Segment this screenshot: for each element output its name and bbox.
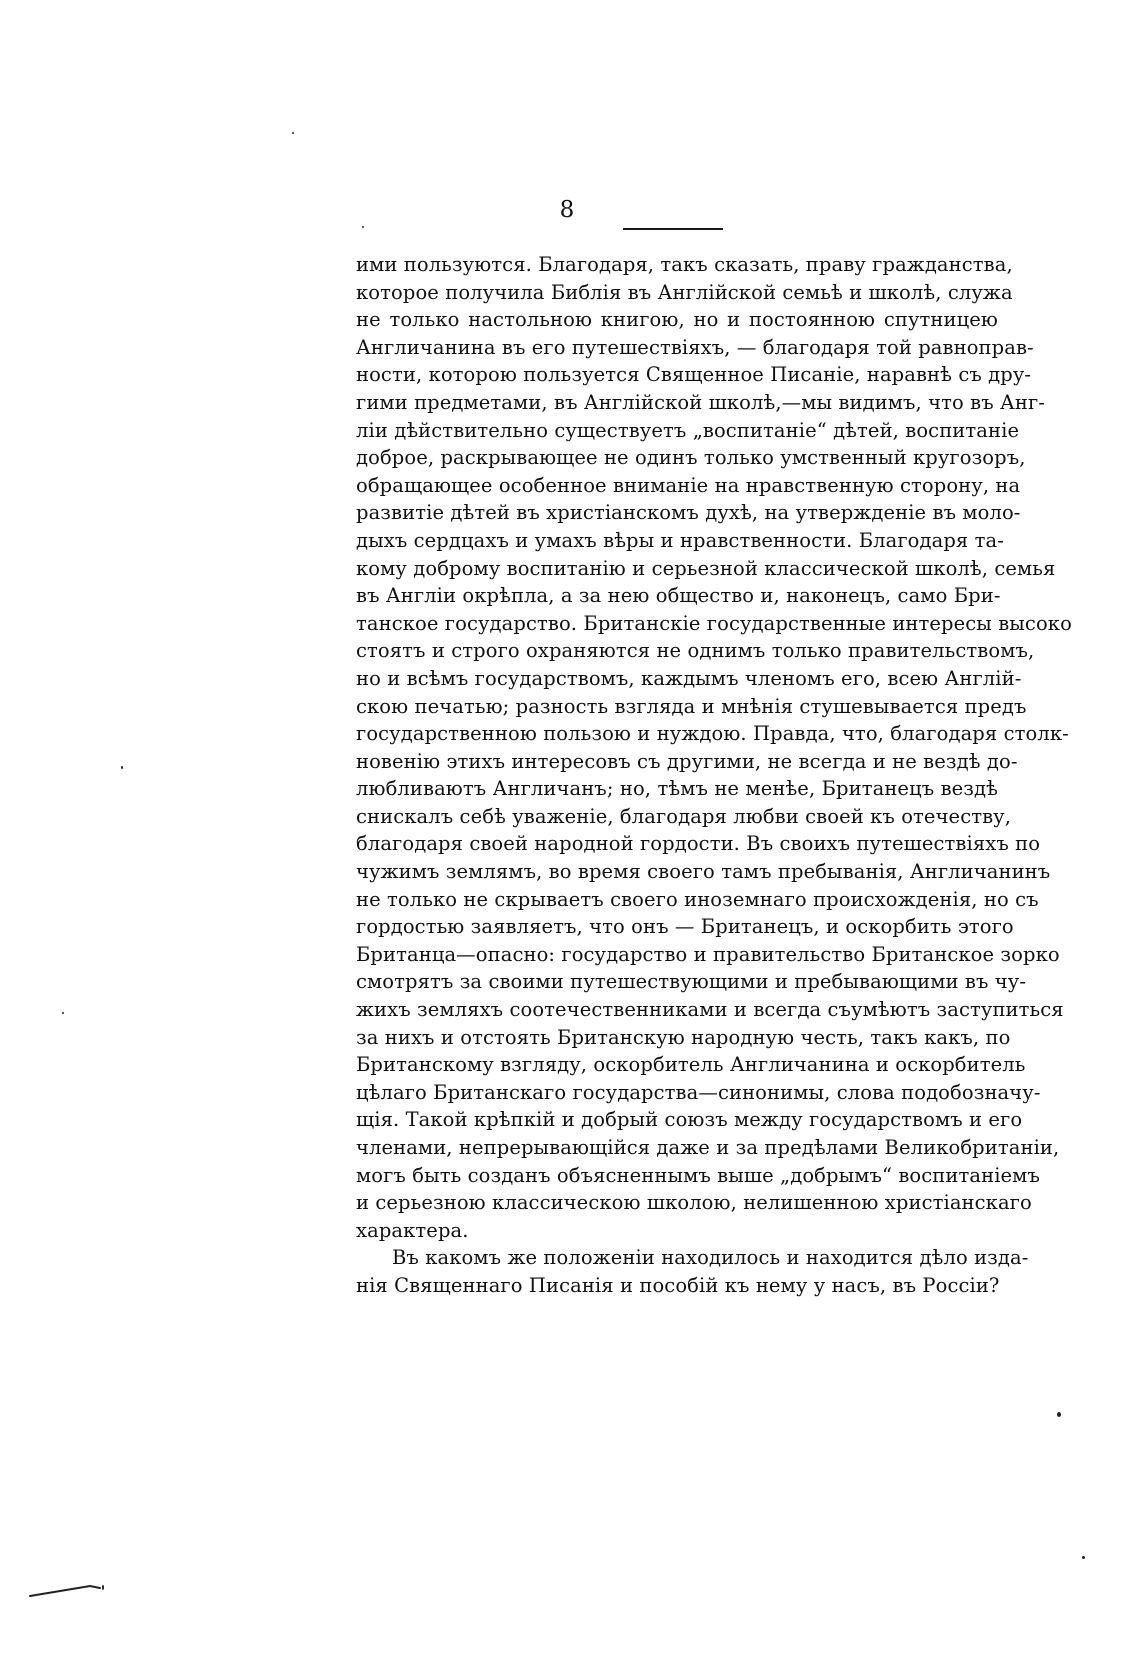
text-line: и серьезною классическою школою, нелишенною христіанскаго [356, 1191, 1032, 1215]
text-line: развитіе дѣтей въ христіанскомъ духѣ, на утвержденіе въ моло- [356, 501, 1021, 525]
text-line: скою печатью; разность взгляда и мнѣнія стушевывается предъ [356, 694, 1027, 718]
text-line: нія Священнаго Писанія и пособій къ нему у насъ, въ Россіи? [356, 1273, 1000, 1297]
text-line: любливаютъ Англичанъ; но, тѣмъ не менѣе, Британецъ вездѣ [356, 777, 998, 801]
text-block [356, 251, 1072, 1300]
scan-speck [362, 226, 364, 228]
text-line: не только не скрываетъ своего иноземнаго происхожденія, но съ [356, 887, 1039, 911]
text-line: ности, которою пользуется Священное Писаніе, наравнѣ съ дру- [356, 363, 1032, 387]
text-line: стоятъ и строго охраняются не однимъ только правительствомъ, [356, 639, 1035, 663]
paragraph-2 [356, 1244, 1029, 1299]
text-line: Въ какомъ же положеніи находилось и находится дѣло изда- [392, 1246, 1029, 1270]
text-line: Британскому взгляду, оскорбитель Англичанина и оскорбитель [356, 1053, 1026, 1077]
text-line: членами, непрерывающійся даже и за предѣлами Великобританіи, [356, 1136, 1060, 1159]
text-line: Британца—опасно: государство и правительство Британское зорко [356, 942, 1060, 966]
scan-stroke-mark [28, 1580, 108, 1600]
text-line: Англичанина въ его путешествіяхъ, — благодаря той равноправ- [356, 335, 1034, 359]
text-line: государственною пользою и нуждою. Правда, что, благодаря столк- [356, 722, 1069, 746]
text-line: гордостью заявляетъ, что онъ — Британецъ, и оскорбить этого [356, 915, 1014, 939]
page-number: 8 [559, 197, 575, 223]
text-line: не только настольною книгою, но и постоянною спутницею [356, 308, 998, 332]
scan-speck [292, 132, 294, 134]
scan-speck [121, 766, 123, 769]
scan-speck [1082, 1556, 1085, 1559]
text-line: щія. Такой крѣпкій и добрый союзъ между государствомъ и его [356, 1108, 1023, 1132]
text-line: доброе, раскрывающее не одинъ только умственный кругозоръ, [356, 446, 1026, 470]
text-line: смотрятъ за своими путешествующими и пребывающими въ чу- [356, 970, 1027, 994]
page-number-rule [623, 228, 723, 230]
text-line: благодаря своей народной гордости. Въ своихъ путешествіяхъ по [356, 832, 1041, 856]
text-line: но и всѣмъ государствомъ, каждымъ членомъ его, всею Англій- [356, 666, 1022, 690]
text-line: ими пользуются. Благодаря, такъ сказать, праву гражданства, [356, 253, 1013, 276]
text-line: кому доброму воспитанію и серьезной классической школѣ, семья [356, 556, 1056, 580]
text-line: цѣлаго Британскаго государства—синонимы, слова подобозначу- [356, 1080, 1041, 1104]
paragraph-1 [356, 251, 1072, 1244]
text-line: новенію этихъ интересовъ съ другими, не всегда и не вездѣ до- [356, 749, 1018, 773]
text-line: жихъ земляхъ соотечественниками и всегда съумѣютъ заступиться [356, 998, 1064, 1022]
text-line: чужимъ землямъ, во время своего тамъ пребыванія, Англичанинъ [356, 860, 1051, 884]
text-line: танское государство. Британскіе государственные интересы высоко [356, 611, 1072, 635]
scan-speck [62, 1012, 64, 1014]
text-line: дыхъ сердцахъ и умахъ вѣры и нравственности. Благодаря та- [356, 528, 1004, 552]
text-line: за нихъ и отстоять Британскую народную честь, такъ какъ, по [356, 1025, 1011, 1049]
text-line: гими предметами, въ Англійской школѣ,—мы видимъ, что въ Анг- [356, 390, 1046, 414]
text-line: снискалъ себѣ уваженіе, благодаря любви своей къ отечеству, [356, 804, 1012, 828]
text-line: могъ быть созданъ объясненнымъ выше „добрымъ“ воспитаніемъ [356, 1163, 1040, 1187]
text-line: которое получила Библія въ Англійской семьѣ и школѣ, служа [356, 280, 1013, 304]
text-line: характера. [356, 1218, 469, 1242]
text-line: въ Англіи окрѣпла, а за нею общество и, наконецъ, само Бри- [356, 584, 1001, 608]
text-line: ліи дѣйствительно существуетъ „воспитаніе“ дѣтей, воспитаніе [356, 418, 1020, 442]
text-line: обращающее особенное вниманіе на нравственную сторону, на [356, 473, 1021, 497]
scan-speck [1057, 1412, 1061, 1417]
